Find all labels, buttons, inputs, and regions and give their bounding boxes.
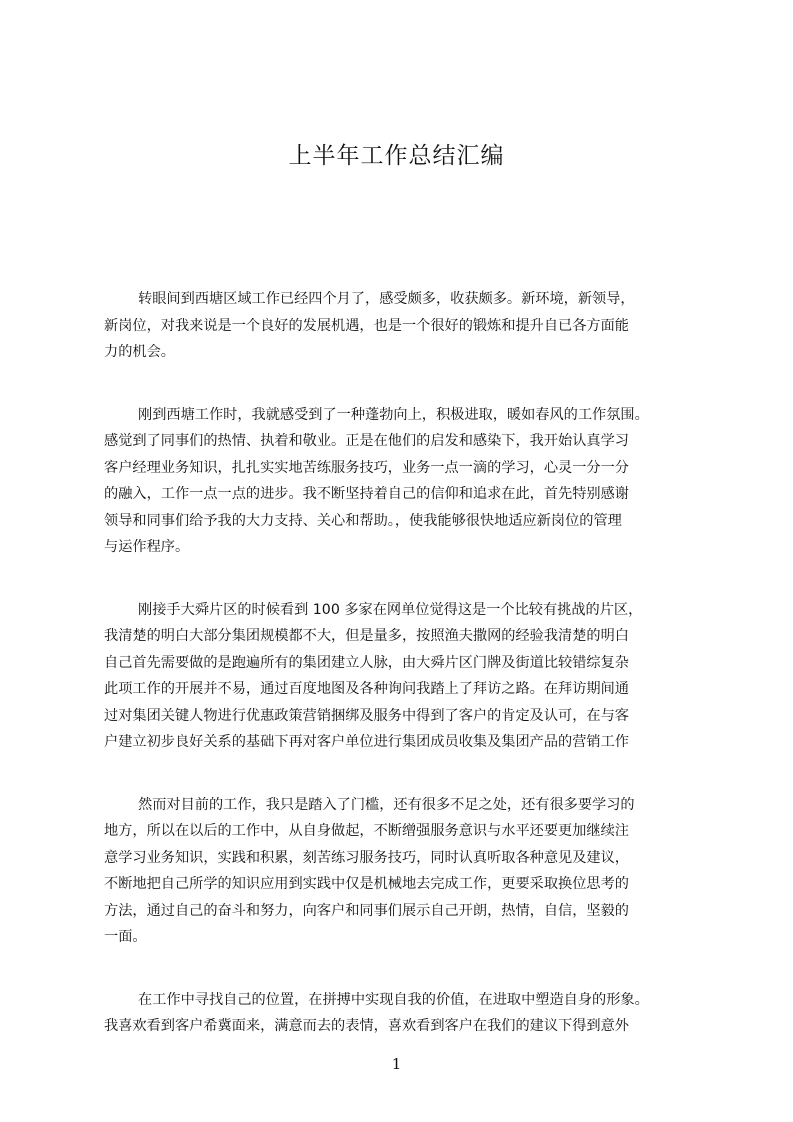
text-line: 我喜欢看到客户希冀面来，满意而去的表情，喜欢看到客户在我们的建议下得到意外: [104, 1018, 629, 1034]
text-line: 力的机会。: [104, 344, 175, 360]
text-line: 意学习业务知识，实践和积累，刻苦练习服务技巧，同时认真听取各种意见及建议，: [104, 849, 629, 866]
text-line: 然而对目前的工作，我只是踏入了门槛，还有很多不足之处，还有很多要学习的: [138, 796, 635, 813]
text-line: 一面。: [104, 929, 147, 945]
text-line: 的融入，工作一点一点的进步。我不断坚持着自己的信仰和追求在此，首先特别感谢: [104, 486, 629, 502]
text-line: 感觉到了同事们的热情、执着和敬业。正是在他们的启发和感染下，我开始认真学习: [104, 433, 629, 449]
text-line: 地方，所以在以后的工作中，从自身做起，不断缯强服务意识与水平还要更加继续注: [104, 823, 629, 839]
text-line: 此项工作的开展并不易，通过百度地图及各种询问我踏上了拜访之路。在拜访期间通: [104, 681, 629, 697]
text-line: 与运作程序。: [104, 539, 190, 555]
paragraph-1: [104, 286, 698, 366]
text-line: 不断地把自己所学的知识应用到实践中仅是机械地去完成工作，更要采取换位思考的: [104, 876, 629, 892]
text-line: 转眼间到西塘区域工作已经四个月了，感受颇多，收获颇多。新环境，新领导，: [138, 291, 635, 307]
text-line: 刚到西塘工作时，我就感受到了一种蓬勃向上，积极进取，暖如春风的工作氛围。: [138, 406, 649, 423]
text-line: 客户经理业务知识，扎扎实实地苦练服务技巧，业务一点一滴的学习，心灵一分一分: [104, 459, 629, 476]
text-line: 户建立初步良好关系的基础下再对客户单位进行集团成员收集及集团产品的营销工作: [104, 734, 629, 750]
page-number: 1: [391, 1055, 402, 1073]
text-line: 我清楚的明白大部分集团规模都不大，但是量多，按照渔夫撒网的经验我清楚的明白: [104, 628, 629, 644]
paragraph-3: [104, 597, 698, 756]
text-line: 领导和同事们给予我的大力支持、关心和帮助。，使我能够很快地适应新岗位的管理: [104, 512, 622, 529]
text-line: 刚接手大舜片区的时候看到 100 多家在网单位觉得这是一个比较有挑战的片区，: [138, 601, 643, 618]
paragraph-4: [104, 792, 698, 951]
text-line: 过对集团关键人物进行优惠政策营销捆绑及服务中得到了客户的肯定及认可，在与客: [104, 707, 629, 724]
text-line: 自己首先需要做的是跑遍所有的集团建立人脉，由大舜片区门牌及街道比较错综复杂: [104, 654, 629, 671]
text-line: 新岗位，对我来说是一个良好的发展机遇，也是一个很好的锻炼和提升自已各方面能: [104, 317, 629, 334]
paragraph-2: [104, 402, 698, 561]
document-body: [104, 286, 698, 1076]
paragraph-5: [104, 987, 698, 1040]
text-line: 方法，通过自己的奋斗和努力，向客户和同事们展示自己开朗，热情，自信，坚毅的: [104, 902, 629, 919]
document-title: 上半年工作总结汇编: [288, 143, 505, 169]
text-line: 在工作中寻找自己的位置，在拼搏中实现自我的价值，在进取中塑造自身的形象。: [138, 991, 649, 1008]
